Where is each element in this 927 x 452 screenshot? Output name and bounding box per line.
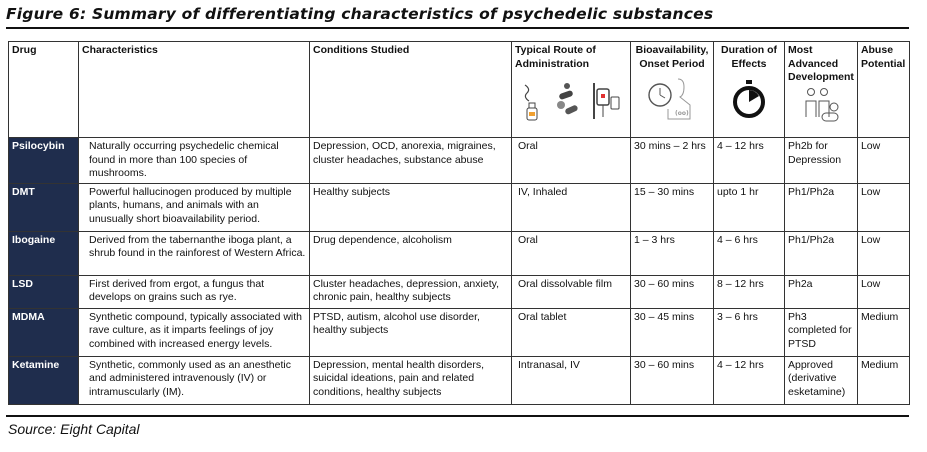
abuse-cell: Medium bbox=[857, 308, 909, 356]
drug-cell: Ketamine bbox=[9, 356, 79, 404]
drug-cell: DMT bbox=[9, 183, 79, 231]
header-route: Typical Route of Administration bbox=[515, 44, 596, 70]
iv-drip-icon bbox=[591, 81, 621, 121]
duration-cell: 4 – 12 hrs bbox=[714, 138, 785, 184]
characteristics-cell: First derived from ergot, a fungus that develops on grains such as rye. bbox=[79, 275, 310, 308]
pills-icon bbox=[553, 81, 581, 117]
development-cell: Ph1/Ph2a bbox=[785, 183, 858, 231]
table-row bbox=[9, 275, 910, 308]
conditions-cell: Depression, OCD, anorexia, migraines, cluster headaches, substance abuse bbox=[310, 138, 512, 184]
drug-cell: Ibogaine bbox=[9, 231, 79, 275]
route-cell: Intranasal, IV bbox=[512, 356, 631, 404]
route-cell: Oral dissolvable film bbox=[512, 275, 631, 308]
abuse-cell: Low bbox=[857, 275, 909, 308]
stopwatch-icon bbox=[731, 79, 767, 119]
figure-title: Figure 6: Summary of differentiating characteristics of psychedelic substances bbox=[6, 5, 714, 23]
development-cell: Ph3 completed for PTSD bbox=[785, 308, 858, 356]
svg-text:(oo): (oo) bbox=[675, 110, 689, 117]
bioavailability-cell: 30 mins – 2 hrs bbox=[631, 138, 714, 184]
source-rule bbox=[6, 415, 909, 417]
drug-cell: MDMA bbox=[9, 308, 79, 356]
header-route-cell bbox=[512, 42, 631, 138]
development-cell: Approved (derivative esketamine) bbox=[785, 356, 858, 404]
bioavailability-cell: 30 – 60 mins bbox=[631, 356, 714, 404]
header-development: Most Advanced Development bbox=[788, 44, 854, 83]
duration-cell: 4 – 12 hrs bbox=[714, 356, 785, 404]
development-cell: Ph2a bbox=[785, 275, 858, 308]
conditions-cell: PTSD, autism, alcohol use disorder, healthy subjects bbox=[310, 308, 512, 356]
drug-cell: LSD bbox=[9, 275, 79, 308]
characteristics-cell: Synthetic, commonly used as an anesthetic and administered intravenously (IV) or intramuscularly (IM). bbox=[79, 356, 310, 404]
abuse-cell: Medium bbox=[857, 356, 909, 404]
psychedelics-table bbox=[8, 41, 910, 405]
route-cell: Oral bbox=[512, 138, 631, 184]
development-cell: Ph2b for Depression bbox=[785, 138, 858, 184]
bioavailability-cell: 1 – 3 hrs bbox=[631, 231, 714, 275]
header-duration-cell bbox=[714, 42, 785, 138]
table-row bbox=[9, 356, 910, 404]
header-duration: Duration of Effects bbox=[721, 44, 777, 70]
table-row bbox=[9, 231, 910, 275]
title-rule bbox=[6, 27, 909, 29]
duration-cell: upto 1 hr bbox=[714, 183, 785, 231]
header-row bbox=[9, 42, 910, 138]
route-cell: IV, Inhaled bbox=[512, 183, 631, 231]
development-cell: Ph1/Ph2a bbox=[785, 231, 858, 275]
absorption-timer-icon bbox=[642, 75, 702, 121]
duration-cell: 3 – 6 hrs bbox=[714, 308, 785, 356]
table-row bbox=[9, 308, 910, 356]
duration-cell: 4 – 6 hrs bbox=[714, 231, 785, 275]
header-bioavailability: Bioavailability, Onset Period bbox=[635, 44, 709, 70]
bioavailability-cell: 15 – 30 mins bbox=[631, 183, 714, 231]
abuse-cell: Low bbox=[857, 183, 909, 231]
characteristics-cell: Derived from the tabernanthe iboga plant, a shrub found in the rainforest of Western Africa. bbox=[79, 231, 310, 275]
header-conditions: Conditions Studied bbox=[310, 42, 512, 138]
abuse-cell: Low bbox=[857, 231, 909, 275]
characteristics-cell: Powerful hallucinogen produced by multiple plants, humans, and animals with an unusually short bioavailability period. bbox=[79, 183, 310, 231]
header-development-cell bbox=[785, 42, 858, 138]
route-cell: Oral bbox=[512, 231, 631, 275]
abuse-cell: Low bbox=[857, 138, 909, 184]
conditions-cell: Cluster headaches, depression, anxiety, chronic pain, healthy subjects bbox=[310, 275, 512, 308]
header-bioavailability-cell bbox=[631, 42, 714, 138]
conditions-cell: Drug dependence, alcoholism bbox=[310, 231, 512, 275]
table-row bbox=[9, 183, 910, 231]
source-note: Source: Eight Capital bbox=[8, 421, 140, 437]
conditions-cell: Healthy subjects bbox=[310, 183, 512, 231]
clinical-trial-icon bbox=[802, 87, 842, 125]
table-row bbox=[9, 138, 910, 184]
duration-cell: 8 – 12 hrs bbox=[714, 275, 785, 308]
drug-cell: Psilocybin bbox=[9, 138, 79, 184]
bioavailability-cell: 30 – 45 mins bbox=[631, 308, 714, 356]
header-abuse: Abuse Potential bbox=[857, 42, 909, 138]
nasal-spray-icon bbox=[521, 81, 543, 121]
header-characteristics: Characteristics bbox=[79, 42, 310, 138]
route-cell: Oral tablet bbox=[512, 308, 631, 356]
conditions-cell: Depression, mental health disorders, suicidal ideations, pain and related conditions, healthy subjects bbox=[310, 356, 512, 404]
characteristics-cell: Synthetic compound, typically associated with rave culture, as it imparts feelings of joy combined with increased energy levels. bbox=[79, 308, 310, 356]
bioavailability-cell: 30 – 60 mins bbox=[631, 275, 714, 308]
characteristics-cell: Naturally occurring psychedelic chemical found in more than 100 species of mushrooms. bbox=[79, 138, 310, 184]
header-drug: Drug bbox=[9, 42, 79, 138]
